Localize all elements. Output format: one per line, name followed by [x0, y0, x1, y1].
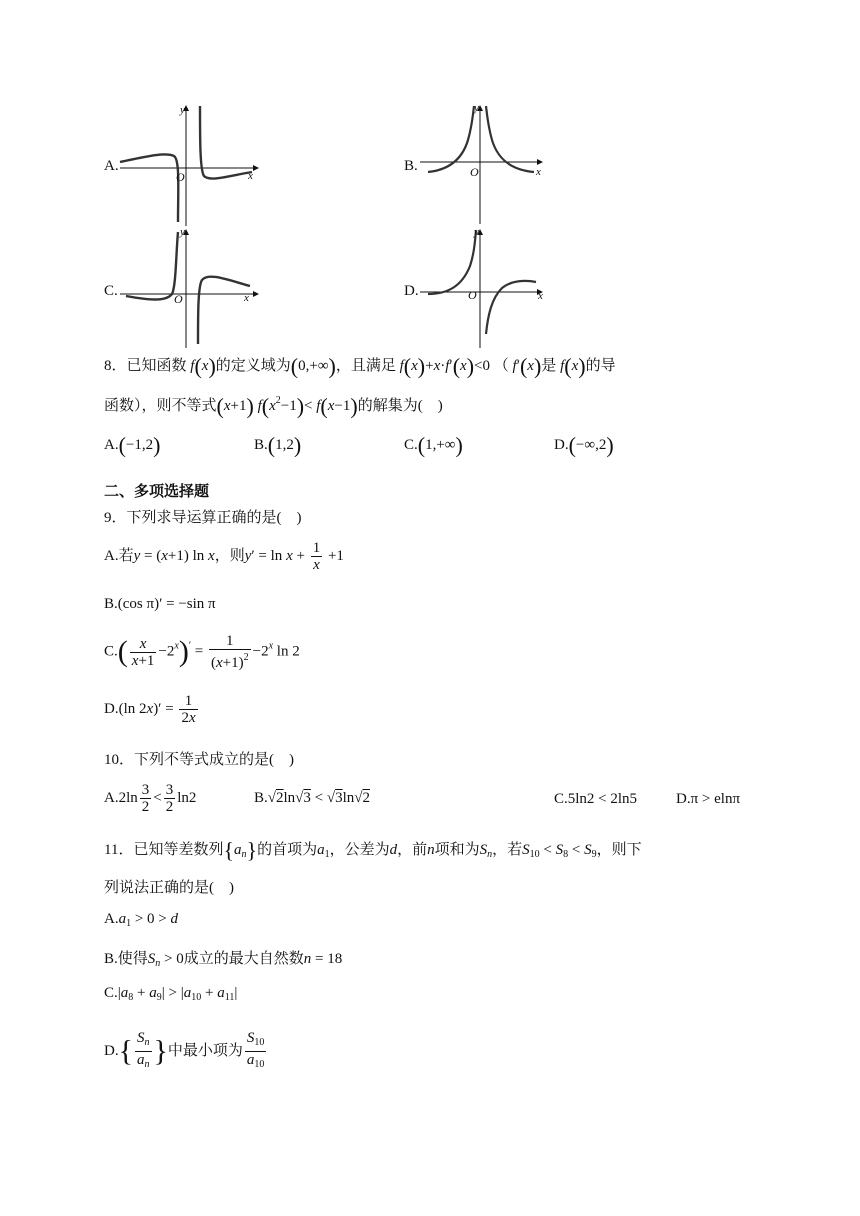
q11-text: 11．已知等差数列	[104, 842, 224, 858]
q10-option-a: A.2ln $\frac{3}{2}$ < $\frac{3}{2}$ ln2	[104, 782, 197, 815]
q11-option-c: $C.|a_8 + a_9| > |a_{10} + a_{11}|$	[104, 985, 238, 1003]
option-text: D.	[104, 1042, 119, 1059]
graph-a-y-label: y	[180, 104, 185, 116]
option-letter: A.	[104, 911, 119, 927]
question-11-line-2: 列说法正确的是( )	[104, 880, 234, 896]
q8-option-a: A.(−1,2)	[104, 432, 161, 458]
q11-text: ，公差为	[329, 842, 390, 858]
graph-d-y-label: y	[474, 226, 479, 238]
q9-option-a: A.若y = (x+1) ln x，则y′ = ln x + $\frac{1}{x}$ +1	[104, 540, 344, 573]
q11-text: ，前	[397, 842, 428, 858]
graph-d-x-label: x	[538, 290, 543, 302]
q10-option-d: D.π > elnπ	[676, 791, 741, 807]
question-11-line-1: 11．已知等差数列$\{a_n\}$的首项为$a_1$，公差为d，前n项和为$S_n$，若$S_{10} < S_8 < S_9$，则下	[104, 837, 642, 863]
option-letter: B.	[254, 437, 268, 453]
question-9-stem: 9．下列求导运算正确的是( )	[104, 510, 302, 526]
q8-text: 的导	[585, 358, 616, 374]
graph-d	[418, 224, 548, 350]
graph-b-origin-label: O	[470, 165, 479, 179]
q8-text: 是	[541, 358, 557, 374]
q11-text: ，若	[492, 842, 523, 858]
q11-option-b: B.使得$S_n > 0$成立的最大自然数n = 18	[104, 951, 343, 969]
q8-text: 的定义域为	[215, 358, 291, 374]
graph-option-b-label: B.	[404, 158, 418, 174]
graph-c-y-label: y	[180, 226, 185, 238]
option-letter: C.	[554, 791, 568, 807]
option-text: 中最小项为	[167, 1042, 243, 1059]
graph-a	[118, 100, 268, 228]
graph-b	[418, 100, 548, 228]
q9-option-c: C.( $\frac{x}{x+1}$ $-2^x)'$ = $\frac{1}{(x+1)^2}$ $-2^x$ ln 2	[104, 633, 300, 671]
option-letter: B.	[254, 790, 268, 806]
q8-option-d: D.(−∞,2)	[554, 432, 614, 458]
graph-c-x-label: x	[244, 292, 249, 304]
q11-option-d: D.{ $\frac{S_n}{a_n}$ }中最小项为 $\frac{S_{10}}{a_{10}}$	[104, 1030, 265, 1070]
question-8-line-2: 函数），则不等式(x+1) $f(x^2-1)< f(x-1)$的解集为( )	[104, 393, 443, 419]
q11-text: 的首项为	[257, 842, 318, 858]
option-letter: D.	[676, 791, 691, 807]
graph-a-origin-label: O	[176, 170, 185, 184]
q8-option-c: C.(1,+∞)	[404, 432, 463, 458]
q8-text: （	[493, 358, 509, 374]
option-letter: A.	[104, 789, 119, 806]
option-text: 成立的最大自然数	[183, 951, 304, 967]
option-text: D.	[104, 700, 119, 717]
section-heading: 二、多项选择题	[104, 482, 210, 500]
question-8-line-1: 8．已知函数 f(x)的定义域为(0,+∞)，且满足 f(x)+x·f′(x)<0 （ f′(x)是 f(x)的导	[104, 353, 616, 379]
graph-b-y-label: y	[474, 102, 479, 114]
q11-text: ，则下	[596, 842, 642, 858]
q10-option-b: B.√2ln√3 < √3ln√2	[254, 790, 371, 806]
graph-d-origin-label: O	[468, 288, 477, 302]
q10-option-c: C.5ln2 < 2ln5	[554, 791, 638, 807]
option-text: A.若	[104, 547, 134, 564]
option-letter: D.	[554, 437, 569, 453]
option-letter: C.	[404, 437, 418, 453]
option-text: C.	[104, 643, 118, 660]
q9-option-d: D.(ln 2x)′ = $\frac{1}{2x}$	[104, 693, 196, 726]
option-text: ，则	[214, 547, 245, 564]
graph-option-a-label: A.	[104, 158, 119, 174]
graph-c	[118, 224, 268, 350]
option-text: B.使得	[104, 951, 148, 967]
graph-option-d-label: D.	[404, 283, 419, 299]
q8-text: 函数），则不等式	[104, 398, 217, 414]
q8-num: 8．已知函数	[104, 358, 187, 374]
q8-text: 的解集为( )	[357, 398, 443, 414]
q8-text: ，且满足	[335, 358, 396, 374]
q8-option-b: B.(1,2)	[254, 432, 302, 458]
graph-b-x-label: x	[536, 166, 541, 178]
option-letter: A.	[104, 437, 119, 453]
option-text: B.	[104, 596, 118, 612]
graph-a-x-label: x	[248, 170, 253, 182]
q11-option-a: $A.a_1 > 0 > d$	[104, 911, 179, 929]
question-10-stem: 10．下列不等式成立的是( )	[104, 752, 294, 768]
option-letter: C.	[104, 985, 118, 1001]
q9-option-b: B.(cos π)′ = −sin π	[104, 596, 216, 612]
graph-c-origin-label: O	[174, 292, 183, 306]
q11-text: 项和为	[434, 842, 480, 858]
graph-option-c-label: C.	[104, 283, 118, 299]
